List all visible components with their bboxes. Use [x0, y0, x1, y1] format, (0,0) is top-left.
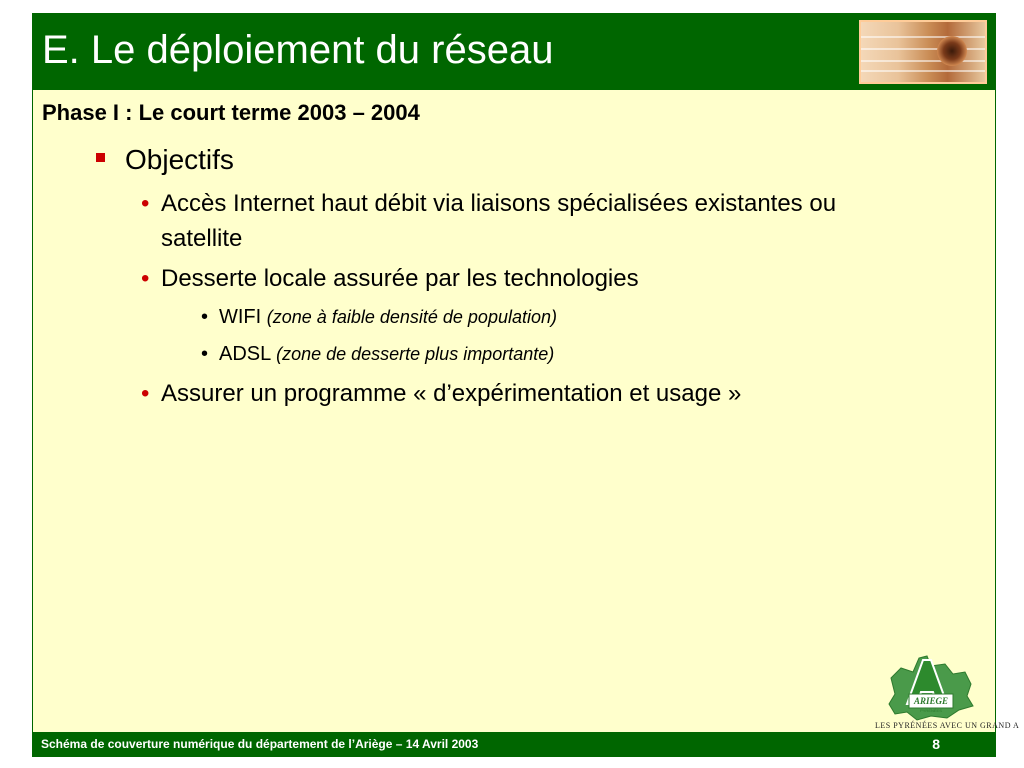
footer-bar	[33, 732, 995, 756]
logo-tagline: LES PYRÉNÉES AVEC UN GRAND A	[875, 721, 1020, 730]
bullet-label: Objectifs	[125, 144, 234, 175]
bullet-item	[141, 265, 639, 293]
dot-bullet-icon: •	[201, 343, 209, 365]
footer-text: Schéma de couverture numérique du département de l’Ariège – 14 Avril 2003	[41, 737, 479, 751]
slide-title: E. Le déploiement du réseau	[42, 28, 554, 72]
title-bar	[33, 14, 995, 90]
bullet-text: WIFI	[219, 306, 262, 328]
sub-bullet-wifi	[201, 306, 557, 329]
dot-bullet-icon: •	[141, 190, 150, 217]
bullet-text: Accès Internet haut débit via liaisons spécialisées existantes ou	[161, 190, 837, 217]
page-number: 8	[932, 736, 940, 752]
bullet-note: (zone de desserte plus importante)	[276, 344, 555, 364]
bullet-text: ADSL	[219, 343, 271, 365]
bullet-note: (zone à faible densité de population)	[266, 307, 557, 327]
bullet-item	[141, 190, 836, 218]
bullet-item	[141, 380, 741, 408]
slide-subtitle: Phase I : Le court terme 2003 – 2004	[42, 100, 420, 125]
dot-bullet-icon: •	[141, 265, 150, 292]
dot-bullet-icon: •	[201, 306, 209, 328]
bullet-item-continuation	[161, 225, 242, 253]
bullet-text: Desserte locale assurée par les technologies	[161, 265, 639, 292]
logo-sub: PYRÉNÉES	[920, 708, 942, 713]
bullet-text: satellite	[161, 225, 243, 252]
sub-bullet-adsl	[201, 343, 554, 366]
square-bullet-icon	[96, 153, 105, 162]
dot-bullet-icon: •	[141, 380, 150, 407]
bullet-text: Assurer un programme « d’expérimentation et usage »	[161, 380, 742, 407]
eye-image	[859, 20, 987, 84]
bullet-objectifs	[96, 144, 234, 176]
logo-name: ARIEGE	[913, 696, 949, 706]
slide	[32, 13, 1020, 757]
